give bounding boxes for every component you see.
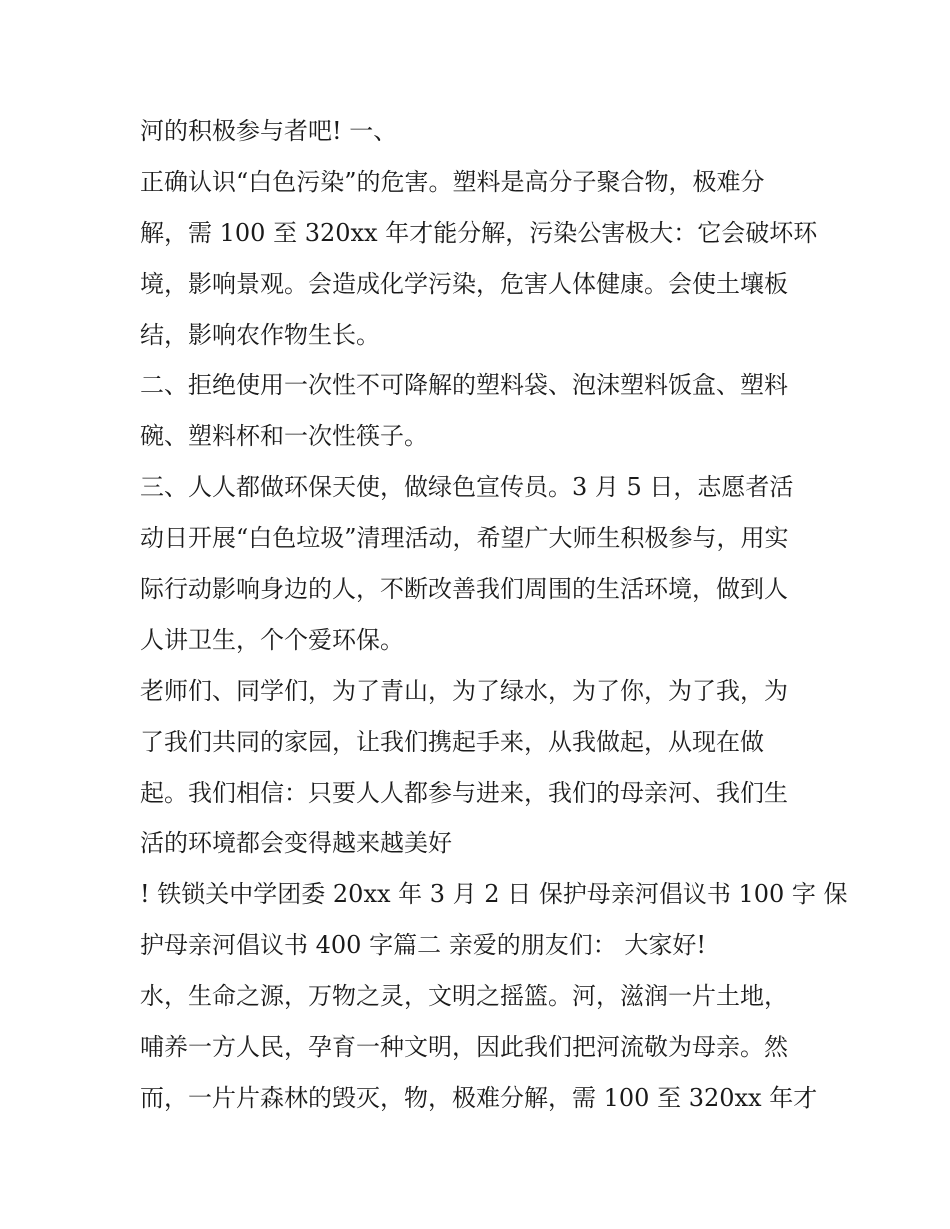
- text-line: 河的积极参与者吧! 一、: [140, 117, 398, 145]
- text-line: 结，影响农作物生长。: [140, 320, 380, 349]
- text-line: 活的环境都会变得越来越美好: [140, 829, 452, 858]
- text-line: 老师们、同学们，为了青山，为了绿水，为了你，为了我，为: [140, 676, 788, 705]
- text-line: 二、拒绝使用一次性不可降解的塑料袋、泡沫塑料饭盒、塑料: [140, 371, 788, 400]
- text-line: 三、人人都做环保天使，做绿色宣传员。3 月 5 日，志愿者活: [140, 473, 794, 502]
- text-line: 了我们共同的家园，让我们携起手来，从我做起，从现在做: [140, 727, 764, 756]
- text-line: 而，一片片森林的毁灭，物，极难分解，需 100 至 320xx 年才: [140, 1083, 818, 1112]
- text-line: 际行动影响身边的人，不断改善我们周围的生活环境，做到人: [140, 575, 788, 604]
- text-line: 水，生命之源，万物之灵，文明之摇篮。河，滋润一片土地，: [140, 982, 788, 1011]
- text-line: 起。我们相信：只要人人都参与进来，我们的母亲河、我们生: [140, 778, 788, 807]
- text-line: 解，需 100 至 320xx 年才能分解，污染公害极大：它会破坏环: [140, 218, 818, 247]
- text-line: ! 铁锁关中学团委 20xx 年 3 月 2 日 保护母亲河倡议书 100 字 保: [140, 880, 848, 909]
- body-text: [140, 106, 848, 1124]
- text-line: 哺养一方人民，孕育一种文明，因此我们把河流敬为母亲。然: [140, 1033, 788, 1062]
- text-line: 人讲卫生，个个爱环保。: [140, 625, 404, 654]
- text-line: 护母亲河倡议书 400 字篇二 亲爱的朋友们： 大家好!: [140, 931, 706, 960]
- text-line: 动日开展“白色垃圾”清理活动，希望广大师生积极参与，用实: [140, 524, 789, 553]
- text-line: 正确认识“白色污染”的危害。塑料是高分子聚合物，极难分: [140, 167, 765, 196]
- text-line: 碗、塑料杯和一次性筷子。: [140, 422, 428, 451]
- text-line: 境，影响景观。会造成化学污染，危害人体健康。会使土壤板: [140, 269, 788, 298]
